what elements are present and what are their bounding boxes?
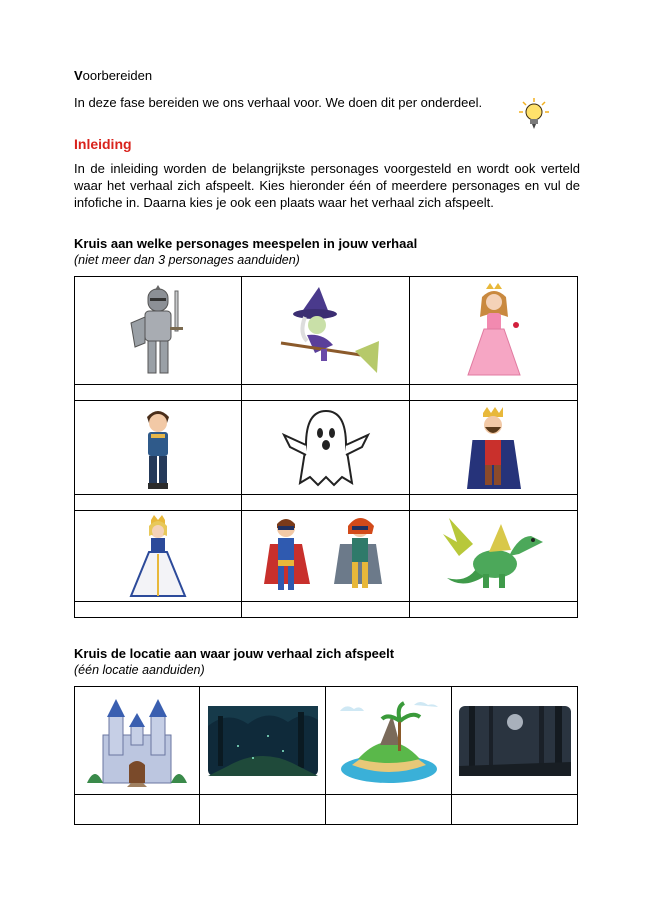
checkbox-cell[interactable]	[242, 495, 410, 511]
checkbox-cell[interactable]	[75, 495, 242, 511]
checkbox-cell[interactable]	[410, 495, 578, 511]
characters-title: Kruis aan welke personages meespelen in jouw verhaal	[74, 236, 418, 251]
checkbox-cell[interactable]	[410, 602, 578, 618]
locations-table	[74, 686, 578, 825]
checkbox-cell[interactable]	[200, 795, 326, 825]
prince-icon	[133, 405, 183, 491]
checkbox-cell[interactable]	[242, 385, 410, 401]
character-cell-superheroes	[242, 511, 410, 602]
dragon-icon	[439, 514, 549, 598]
king-icon	[459, 405, 529, 491]
checkbox-cell[interactable]	[452, 795, 578, 825]
character-cell-king	[410, 401, 578, 495]
checkbox-cell[interactable]	[75, 602, 242, 618]
queen-icon	[123, 514, 193, 598]
character-cell-dragon	[410, 511, 578, 602]
dark-forest-icon	[459, 706, 571, 776]
night-forest-icon	[208, 706, 318, 776]
ghost-icon	[276, 405, 376, 491]
location-cell-island	[326, 687, 452, 795]
page-title: Voorbereiden	[74, 68, 153, 83]
princess-icon	[454, 281, 534, 381]
characters-hint: (niet meer dan 3 personages aanduiden)	[74, 253, 300, 267]
castle-icon	[87, 695, 187, 787]
location-cell-night-forest	[200, 687, 326, 795]
section-paragraph: In de inleiding worden de belangrijkste personages voorgesteld en wordt ook verteld waar het verhaal zich afspeelt. Kies hieronder één of meerdere personages en vul de infofiche in. Daarna kies je ook een plaats waar het verhaal zich afspeelt.	[74, 161, 580, 210]
section-heading: Inleiding	[74, 136, 132, 152]
location-cell-dark-forest	[452, 687, 578, 795]
lightbulb-icon	[517, 97, 551, 131]
character-cell-queen	[75, 511, 242, 602]
checkbox-cell[interactable]	[75, 385, 242, 401]
checkbox-cell[interactable]	[410, 385, 578, 401]
checkbox-cell[interactable]	[75, 795, 200, 825]
checkbox-cell[interactable]	[242, 602, 410, 618]
character-cell-princess	[410, 277, 578, 385]
knight-icon	[123, 281, 193, 381]
locations-hint: (één locatie aanduiden)	[74, 663, 205, 677]
intro-text: In deze fase bereiden we ons verhaal voor. We doen dit per onderdeel.	[74, 95, 483, 110]
superheroes-icon	[256, 514, 396, 598]
character-cell-prince	[75, 401, 242, 495]
character-cell-knight	[75, 277, 242, 385]
checkbox-cell[interactable]	[326, 795, 452, 825]
witch-icon	[271, 283, 381, 378]
location-cell-castle	[75, 687, 200, 795]
island-icon	[334, 695, 444, 787]
character-cell-witch	[242, 277, 410, 385]
locations-title: Kruis de locatie aan waar jouw verhaal zich afspeelt	[74, 646, 395, 661]
characters-table	[74, 276, 578, 618]
character-cell-ghost	[242, 401, 410, 495]
